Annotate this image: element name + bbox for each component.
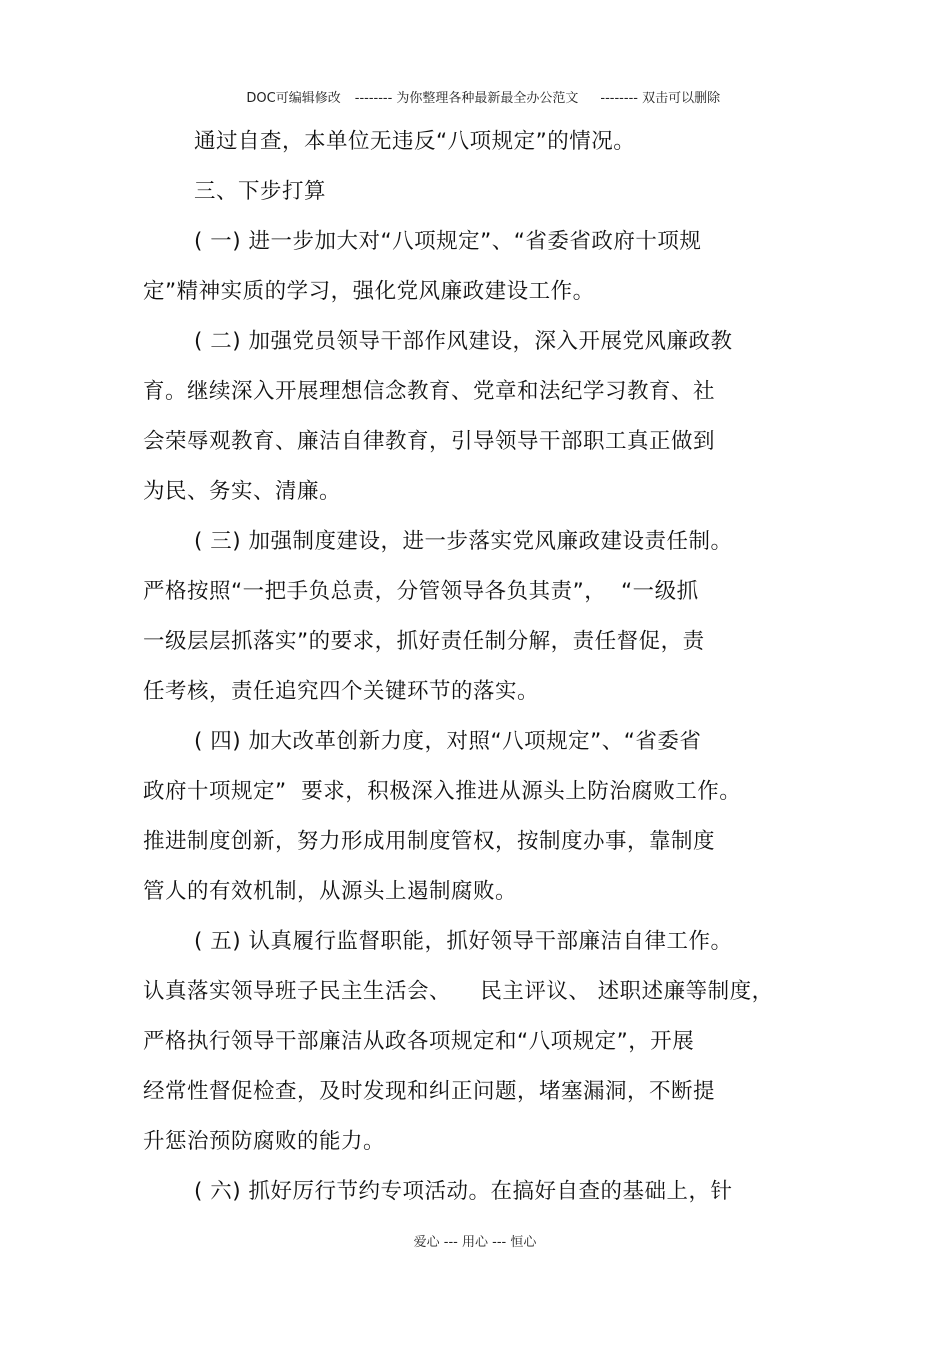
body-line: 政府十项规定” 要求，积极深入推进从源头上防治腐败工作。 — [143, 779, 742, 804]
body-line: 为民、务实、清廉。 — [143, 479, 342, 504]
body-line: 严格执行领导干部廉洁从政各项规定和“八项规定”，开展 — [143, 1029, 695, 1054]
page-header — [0, 72, 950, 121]
body-line: 推进制度创新，努力形成用制度管权，按制度办事，靠制度 — [143, 829, 716, 854]
body-line: ( 六) 抓好厉行节约专项活动。在搞好自查的基础上，针 — [194, 1179, 733, 1204]
body-line: ( 二) 加强党员领导干部作风建设，深入开展党风廉政教 — [194, 329, 733, 354]
body-line: ( 五) 认真履行监督职能，抓好领导干部廉洁自律工作。 — [194, 929, 733, 954]
body-line: ( 四) 加大改革创新力度，对照“八项规定”、“省委省 — [194, 729, 702, 754]
body-line: 一级层层抓落实”的要求，抓好责任制分解，责任督促，责 — [143, 629, 705, 654]
body-line: 任考核，责任追究四个关键环节的落实。 — [143, 679, 540, 704]
body-line: 通过自查，本单位无违反“八项规定”的情况。 — [194, 129, 636, 154]
body-line: ( 三) 加强制度建设，进一步落实党风廉政建设责任制。 — [194, 529, 733, 554]
body-line: 管人的有效机制，从源头上遏制腐败。 — [143, 879, 518, 904]
body-line: ( 一) 进一步加大对“八项规定”、“省委省政府十项规 — [194, 229, 702, 254]
body-line: 严格按照“一把手负总责，分管领导各负其责”， “一级抓 — [143, 579, 699, 604]
header-left-text: DOC可编辑修改 — [246, 91, 341, 106]
body-line: 经常性督促检查，及时发现和纠正问题，堵塞漏洞，不断提 — [143, 1079, 716, 1104]
body-line: 育。继续深入开展理想信念教育、党章和法纪学习教育、社 — [143, 379, 716, 404]
body-line: 认真落实领导班子民主生活会、 民主评议、 述职述廉等制度， — [143, 979, 774, 1004]
header-middle-text: -------- 为你整理各种最新最全办公范文 — [354, 91, 579, 106]
header-right-text: -------- 双击可以删除 — [600, 91, 721, 106]
body-line: 定”精神实质的学习，强化党风廉政建设工作。 — [143, 279, 595, 304]
page-footer: 爱心 --- 用心 --- 恒心 — [413, 1235, 537, 1250]
body-line: 会荣辱观教育、廉洁自律教育，引导领导干部职工真正做到 — [143, 429, 716, 454]
section-heading: 三、下步打算 — [194, 179, 327, 204]
body-line: 升惩治预防腐败的能力。 — [143, 1129, 386, 1154]
